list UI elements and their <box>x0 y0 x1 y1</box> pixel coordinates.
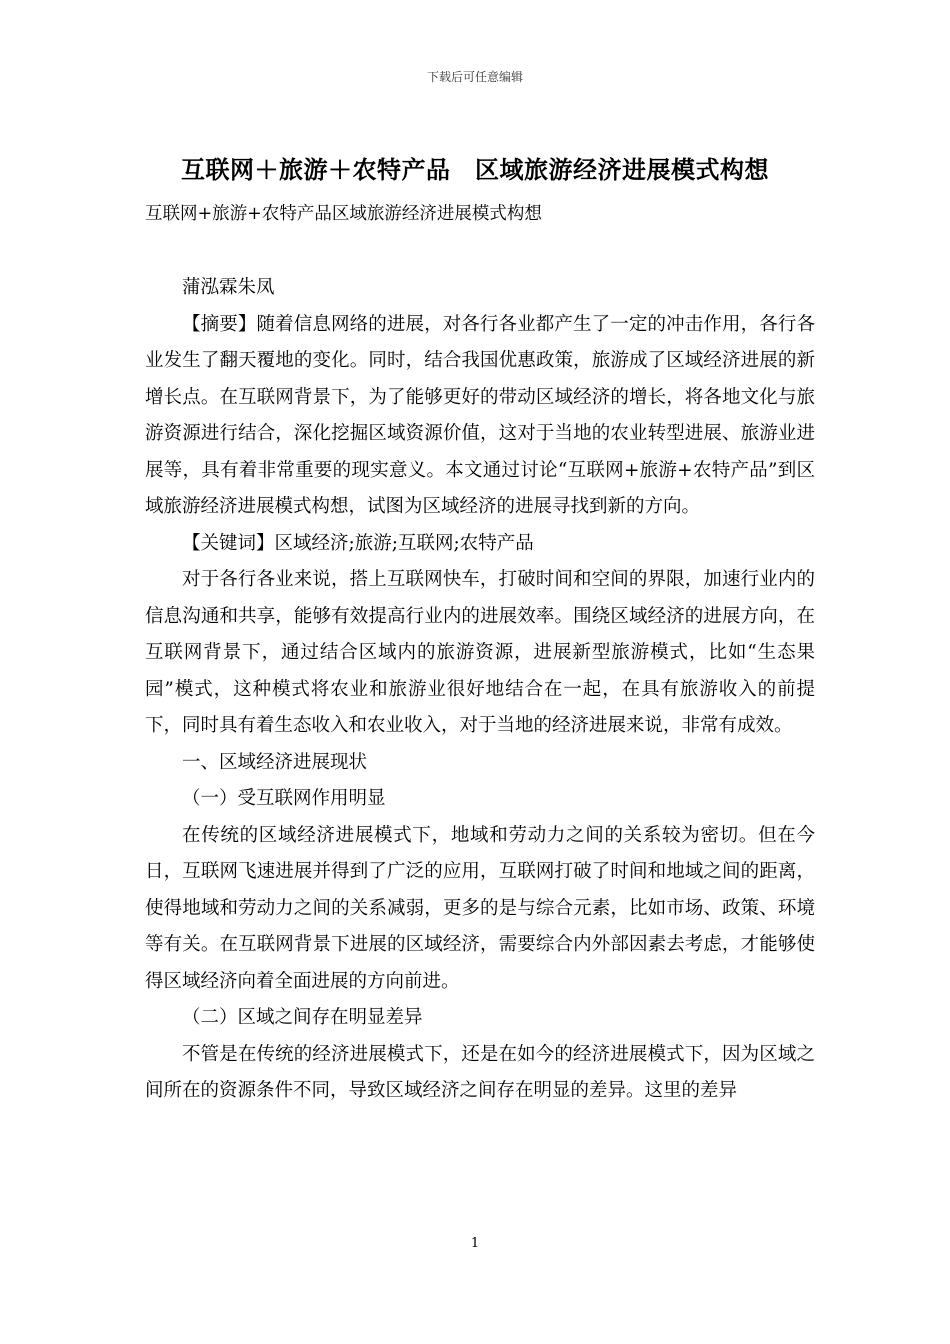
abstract-paragraph: 【摘要】随着信息网络的进展，对各行各业都产生了一定的冲击作用，各行各业发生了翻天覆地的变化。同时，结合我国优惠政策，旅游成了区域经济进展的新增长点。在互联网背景下，为了能够更好的带动区域经济的增长，将各地文化与旅游资源进行结合，深化挖掘区域资源价值，这对于当地的农业转型进展、旅游业进展等，具有着非常重要的现实意义。本文通过讨论“互联网+旅游+农特产品”到区域旅游经济进展模式构想，试图为区域经济的进展寻找到新的方向。 <box>145 313 815 517</box>
section-heading: 一、区域经济进展现状 <box>182 751 368 773</box>
document-body <box>145 270 815 1110</box>
author-line: 蒲泓霖朱凤 <box>182 277 275 298</box>
body-paragraph: 在传统的区域经济进展模式下，地域和劳动力之间的关系较为密切。但在今日，互联网飞速进展并得到了广泛的应用，互联网打破了时间和地域之间的距离，使得地域和劳动力之间的关系减弱，更多的是与综合元素，比如市场、政策、环境等有关。在互联网背景下进展的区域经济，需要综合内外部因素去考虑，才能够使得区域经济向着全面进展的方向前进。 <box>145 824 815 992</box>
document-subtitle: 互联网+旅游+农特产品区域旅游经济进展模式构想 <box>145 204 542 224</box>
page-number: 1 <box>470 1236 480 1251</box>
header-note: 下载后可任意编辑 <box>426 70 523 84</box>
subsection-heading: （二）区域之间存在明显差异 <box>182 1007 423 1028</box>
subsection-heading: （一）受互联网作用明显 <box>182 788 386 809</box>
body-paragraph: 对于各行各业来说，搭上互联网快车，打破时间和空间的界限，加速行业内的信息沟通和共享，能够有效提高行业内的进展效率。围绕区域经济的进展方向，在互联网背景下，通过结合区域内的旅游资源，进展新型旅游模式，比如“生态果园”模式，这种模式将农业和旅游业很好地结合在一起，在具有旅游收入的前提下，同时具有着生态收入和农业收入，对于当地的经济进展来说，非常有成效。 <box>145 569 815 736</box>
document-title: 互联网＋旅游＋农特产品 区域旅游经济进展模式构想 <box>181 155 769 184</box>
keywords-paragraph: 【关键词】区域经济;旅游;互联网;农特产品 <box>182 532 534 554</box>
body-paragraph: 不管是在传统的经济进展模式下，还是在如今的经济进展模式下，因为区域之间所在的资源条件不同，导致区域经济之间存在明显的差异。这里的差异 <box>145 1043 815 1101</box>
